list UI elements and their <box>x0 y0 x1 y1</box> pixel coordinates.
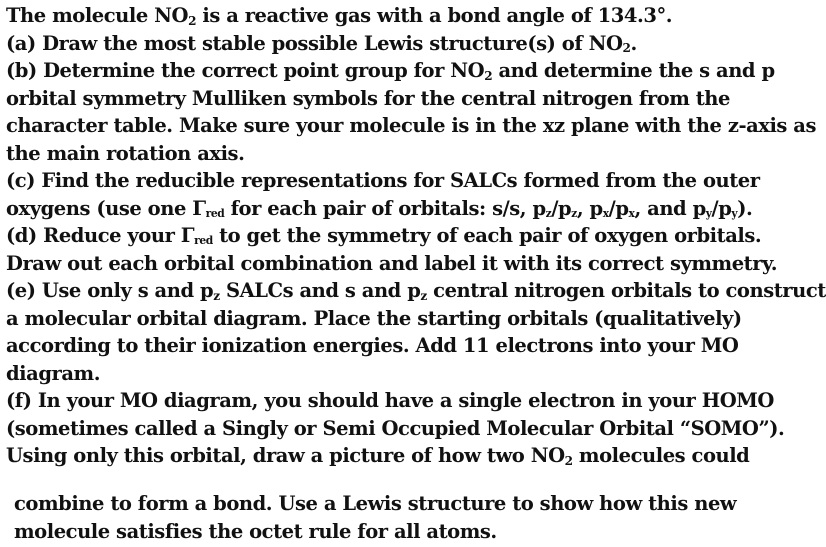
text-line-2 <box>6 30 781 58</box>
text-run: (d) Reduce your Γ <box>6 224 195 247</box>
text-line-13 <box>6 332 781 360</box>
text-line-7 <box>6 167 781 195</box>
text-run: ). <box>737 196 753 220</box>
text-run: (sometimes called a Singly or Semi Occupied Molecular Orbital “SOMO”). <box>6 416 785 440</box>
text-run: a molecular orbital diagram. Place the starting orbitals (qualitatively) <box>6 306 742 330</box>
text-line-3 <box>6 57 781 85</box>
text-run: . <box>630 31 637 55</box>
text-run: /p <box>711 196 732 220</box>
text-run: (c) Find the reducible representations for SALCs formed from the outer <box>6 169 760 192</box>
text-run: is a reactive gas with a bond angle of 134.3°. <box>196 4 673 27</box>
text-run: (e) Use only s and p <box>6 279 214 302</box>
subscript: y <box>705 206 712 220</box>
text-line-8 <box>6 195 781 223</box>
text-line-14 <box>6 360 781 388</box>
subscript: z <box>213 288 220 303</box>
subscript: x <box>602 206 609 220</box>
text-line-11 <box>6 277 826 305</box>
text-run: Draw out each orbital combination and label it with its correct symmetry. <box>6 251 778 275</box>
question-text-block <box>6 2 826 470</box>
text-run: and determine the s and p <box>492 59 775 82</box>
text-line-10 <box>6 250 781 278</box>
text-run: , p <box>576 196 603 220</box>
text-run: /p <box>551 196 572 220</box>
text-run: the main rotation axis. <box>6 141 245 165</box>
subscript: z <box>420 288 427 303</box>
text-line-9 <box>6 222 781 250</box>
subscript: z <box>571 206 577 220</box>
text-run: , and p <box>634 196 706 220</box>
text-line-5 <box>6 112 816 140</box>
text-run: central nitrogen orbitals to construct <box>426 279 826 302</box>
subscript: y <box>731 206 738 220</box>
text-line-15 <box>6 387 781 415</box>
subscript: red <box>194 234 213 248</box>
question-continuation-block <box>14 490 774 545</box>
text-run: diagram. <box>6 361 101 385</box>
subscript: 2 <box>188 13 197 28</box>
subscript: z <box>545 206 552 220</box>
subscript: red <box>205 206 225 220</box>
text-run: molecule satisfies the octet rule for all atoms. <box>14 519 497 543</box>
subscript: 2 <box>564 453 573 468</box>
subscript: 2 <box>484 68 493 83</box>
text-line-17 <box>6 442 781 470</box>
text-line-6 <box>6 140 781 168</box>
text-run: /p <box>608 196 629 220</box>
text-line-19 <box>14 518 774 546</box>
text-run: Using only this orbital, draw a picture of how two NO <box>6 444 565 467</box>
text-run: (a) Draw the most stable possible Lewis structure(s) of NO <box>6 31 623 55</box>
text-run: (b) Determine the correct point group for NO <box>6 59 485 82</box>
text-run: according to their ionization energies. Add 11 electrons into your MO <box>6 334 739 357</box>
text-line-12 <box>6 305 781 333</box>
text-run: character table. Make sure your molecule is in the xz plane with the z-axis as <box>6 114 816 137</box>
subscript: x <box>628 206 635 220</box>
text-line-1 <box>6 2 781 30</box>
text-run: The molecule NO <box>6 4 189 27</box>
text-run: oxygens (use one Γ <box>6 196 206 220</box>
text-run: for each pair of orbitals: s/s, p <box>224 196 546 220</box>
text-run: (f) In your MO diagram, you should have a single electron in your HOMO <box>6 389 774 412</box>
text-run: SALCs and s and p <box>219 279 421 302</box>
text-run: combine to form a bond. Use a Lewis structure to show how this new <box>14 492 737 515</box>
text-run: orbital symmetry Mulliken symbols for the central nitrogen from the <box>6 86 730 110</box>
text-line-4 <box>6 85 781 113</box>
text-run: molecules could <box>572 444 750 467</box>
text-line-18 <box>14 490 774 518</box>
subscript: 2 <box>622 41 631 56</box>
text-line-16 <box>6 415 785 443</box>
text-run: to get the symmetry of each pair of oxygen orbitals. <box>212 224 762 247</box>
